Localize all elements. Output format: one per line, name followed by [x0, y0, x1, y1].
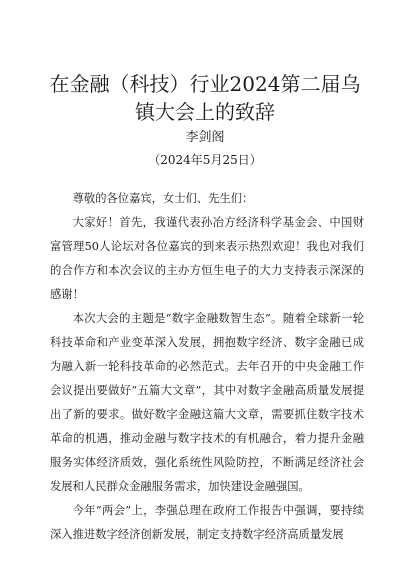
body-paragraph: 大家好！首先，我谨代表孙冶方经济科学基金会、中国财富管理50人论坛对各位嘉宾的到来表示热烈欢迎！我也对我们的合作方和本次会议的主办方恒生电子的大力支持表示深深的感谢！: [50, 216, 364, 301]
body-paragraph: 今年“两会”上，李强总理在政府工作报告中强调，要持续深入推进数字经济创新发展，制定支持数字经济高质量发展: [50, 504, 364, 541]
document-title: 在金融（科技）行业2024第二届乌镇大会上的致辞: [49, 72, 361, 124]
salutation-paragraph: 尊敬的各位嘉宾，女士们、先生们：: [72, 192, 254, 205]
document-body: [50, 187, 364, 547]
document-date: （2024年5月25日）: [148, 153, 262, 167]
document-author: 李剑阁: [185, 130, 225, 145]
body-paragraph: 本次大会的主题是“数字金融数智生态”。随着全球新一轮科技革命和产业变革深入发展，拥抱数字经济、数字金融已成为融入新一轮科技革命的必然范式。去年召开的中央金融工作会议提出要做好“五篇大文章”，其中对数字金融高质量发展提出了新的要求。做好数字金融这篇大文章，需要抓住数字技术革命的机遇，推动金融与数字技术的有机融合，着力提升金融服务实体经济质效，强化系统性风险防控，不断满足经济社会发展和人民群众金融服务需求，加快建设金融强国。: [50, 312, 364, 493]
